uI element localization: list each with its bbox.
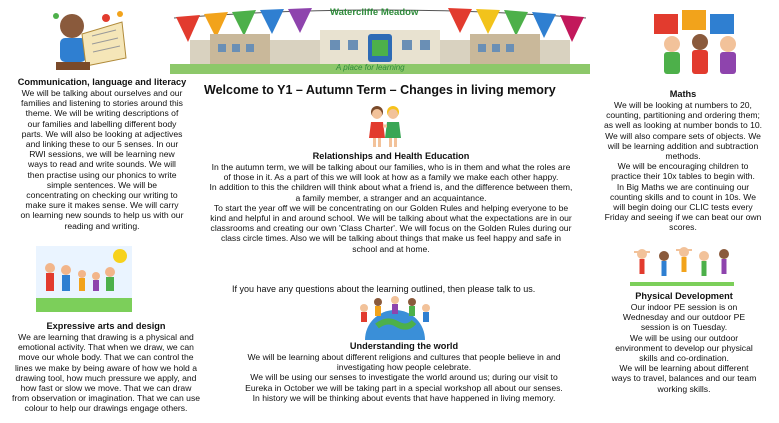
maths-text: We will be looking at numbers to 20, counting, partitioning and ordering them; as well as looking at number bonds to 10. We will also compare sets of objects. We will be learning addition and subtraction methods. We will be encouraging children to practice their 10x tables to begin with. In Big Maths we are continuing our counting skills and to count in 10s. We will begin doing our CLIC tests every Friday and seeing if we can beat our own scores. (603, 100, 763, 233)
child-reading-illustration (36, 8, 134, 74)
communication-text: We will be talking about ourselves and our families and listening to stories around this theme. We will be writing descriptions of our families and labelling different body parts. We will also be looking at adjectives and linking these to our 5 senses. In our RWI sessions, we will be learning new ways to read and write sounds. We will then practise using our phonics to write simple sentences. We will be concentrating on checking our writing to make sure it makes sense. We will carry on learning new sounds to help us with our reading and writing. (20, 88, 184, 231)
expressive-title: Expressive arts and design (46, 321, 166, 331)
maths-children-illustration (650, 8, 752, 78)
world-children-illustration (352, 296, 438, 340)
family-drawing-illustration (36, 246, 132, 312)
communication-title: Communication, language and literacy (17, 77, 187, 87)
school-banner (170, 4, 590, 74)
school-name: Watercliffe Meadow (330, 7, 419, 18)
physical-text: Our indoor PE session is on Wednesday and our outdoor PE session is on Tuesday. We will be using our outdoor environment to develop our physical skills and co-ordination. We will be learning about different ways to travel, balances and our team working skills. (611, 302, 757, 394)
understanding-text: We will be learning about different religions and cultures that people believe in and investigating how people celebrate. We will be using our senses to investigate the world around us; during our visit to Eureka in October we will be taking part in a special workshop all about our senses. In history we will be thinking about events that have happened in living memory. (245, 352, 563, 403)
school-tagline: A place for learning (336, 63, 405, 72)
questions-note: If you have any questions about the learning outlined, then please talk to us. (232, 284, 536, 294)
relationships-text: In the autumn term, we will be talking about our families, who is in them and what the roles are of those in it. As a part of this we will look at how as a family we make each other happy. In addition to this the children will think about what a friend is, and the difference between them, a family member, a stranger and an acquaintance. To start the year off we will be concentrating on our Golden Rules and helping everyone to be kind and helpful in and around school. We will be talking about what the expectations are in our classrooms and creating our own 'Class Charter'. We will focus on the Golden Rules during our class circle times. Also we will be talking about things that make us feel happy and safe in school and at home. (209, 162, 573, 254)
physical-section (594, 291, 774, 394)
maths-section (588, 89, 778, 233)
understanding-title: Understanding the world (349, 341, 459, 351)
page-title: Welcome to Y1 – Autumn Term – Changes in living memory (204, 83, 556, 97)
expressive-text: We are learning that drawing is a physical and emotional activity. That when we draw, we can move our whole body. That we can control the lines we make by being aware of how we hold a drawing tool, how much pressure we apply, and how fast or slow we move. That we can draw from observation or imagination. That we can use colour to help our drawings engage others. (11, 332, 201, 414)
relationships-title: Relationships and Health Education (312, 151, 470, 161)
communication-section (4, 77, 200, 231)
maths-title: Maths (669, 89, 697, 99)
friends-illustration (367, 104, 403, 148)
expressive-section (2, 321, 210, 414)
exercise-children-illustration (630, 244, 734, 288)
understanding-section (236, 341, 572, 403)
relationships-section (196, 151, 586, 254)
physical-title: Physical Development (635, 291, 733, 301)
